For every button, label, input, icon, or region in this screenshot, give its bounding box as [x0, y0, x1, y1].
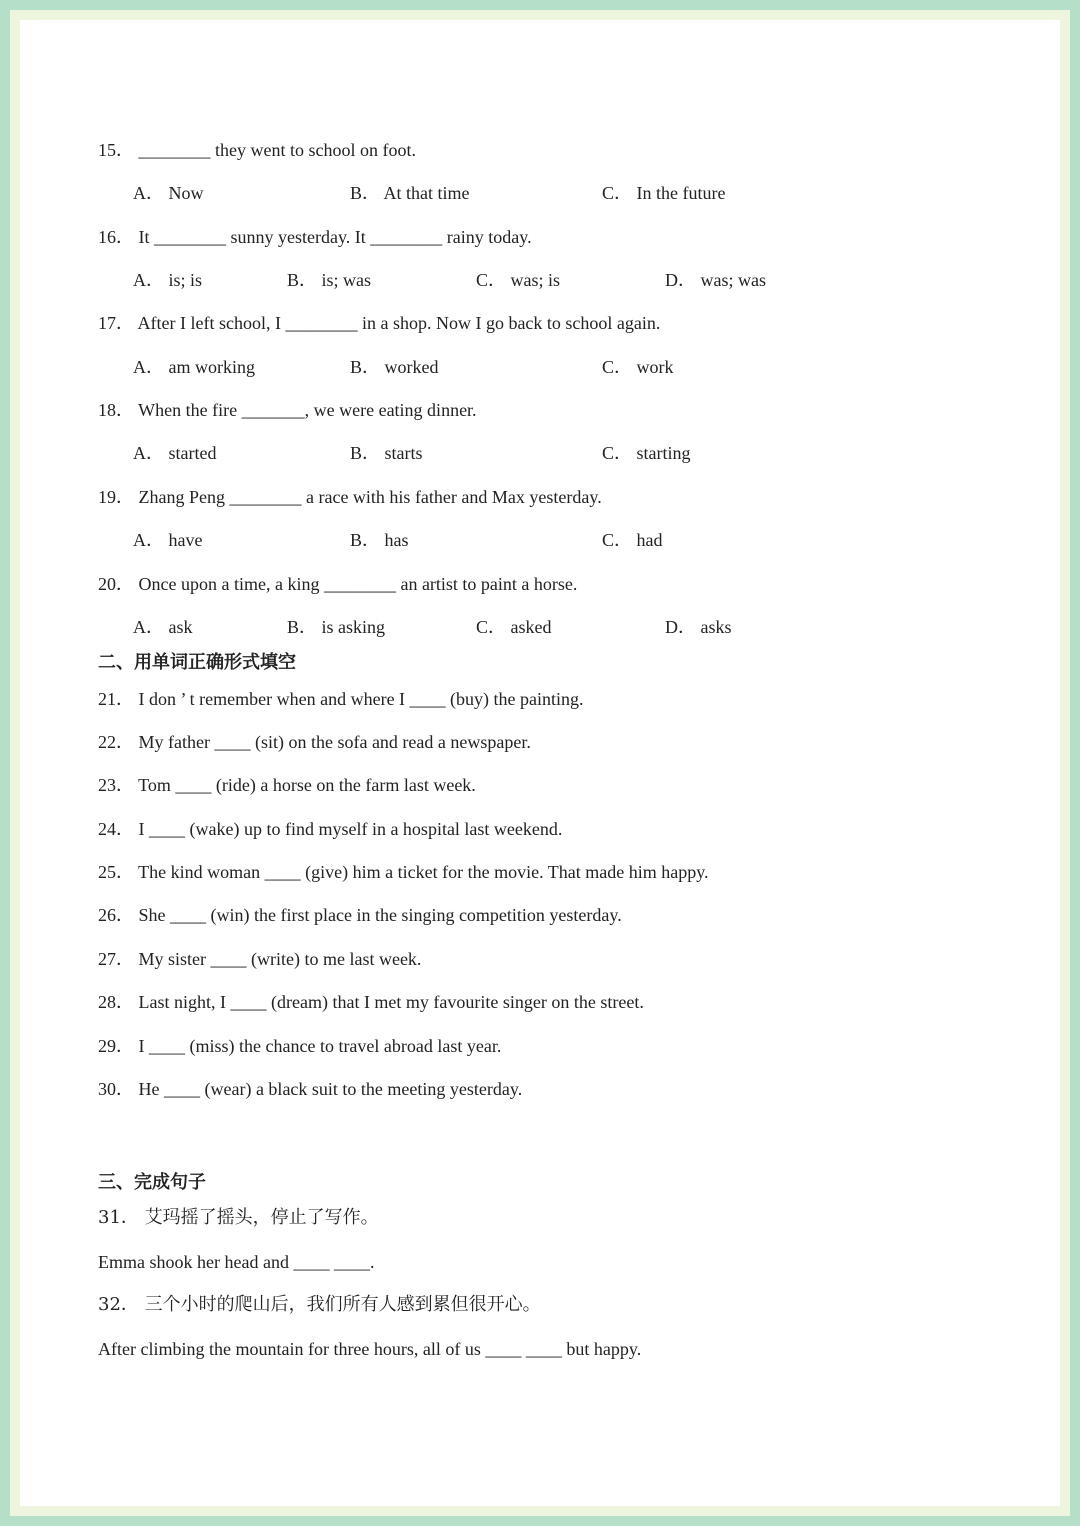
question-16: 16． It ________ sunny yesterday. It ________ rainy today.	[98, 227, 532, 247]
question-32-english: After climbing the mountain for three hours, all of us ____ ____ but happy.	[98, 1339, 642, 1359]
question-17: 17． After I left school, I ________ in a shop. Now I go back to school again.	[98, 313, 661, 333]
question-27: 27． My sister ____ (write) to me last week.	[98, 949, 422, 969]
q18-option-c: C． starting	[602, 443, 691, 463]
q16-option-c: C． was; is	[476, 270, 561, 290]
q19-option-c: C． had	[602, 530, 663, 550]
q20-option-b: B． is asking	[287, 617, 386, 637]
question-31-english: Emma shook her head and ____ ____.	[98, 1252, 375, 1272]
q17-option-c: C． work	[602, 357, 674, 377]
question-23: 23． Tom ____ (ride) a horse on the farm last week.	[98, 775, 476, 795]
question-32-chinese: 32． 三个小时的爬山后，我们所有人感到累但很开心。	[98, 1294, 541, 1315]
q17-option-b: B． worked	[350, 357, 439, 377]
question-28: 28． Last night, I ____ (dream) that I met my favourite singer on the street.	[98, 992, 644, 1012]
q15-option-c: C． In the future	[602, 183, 726, 203]
question-15: 15． ________ they went to school on foot.	[98, 140, 416, 160]
question-21: 21． I don ’ t remember when and where I ____ (buy) the painting.	[98, 689, 584, 709]
q16-option-d: D． was; was	[665, 270, 766, 290]
question-29: 29． I ____ (miss) the chance to travel abroad last year.	[98, 1036, 502, 1056]
q18-option-a: A． started	[133, 443, 217, 463]
question-20: 20． Once upon a time, a king ________ an artist to paint a horse.	[98, 574, 578, 594]
question-26: 26． She ____ (win) the first place in the singing competition yesterday.	[98, 905, 622, 925]
question-30: 30． He ____ (wear) a black suit to the meeting yesterday.	[98, 1079, 523, 1099]
q18-option-b: B． starts	[350, 443, 423, 463]
q20-option-a: A． ask	[133, 617, 193, 637]
question-31-chinese: 31． 艾玛摇了摇头，停止了写作。	[98, 1207, 379, 1228]
q16-option-a: A． is; is	[133, 270, 203, 290]
section-3-heading: 三、完成句子	[98, 1172, 206, 1193]
question-22: 22． My father ____ (sit) on the sofa and read a newspaper.	[98, 732, 531, 752]
question-24: 24． I ____ (wake) up to find myself in a hospital last weekend.	[98, 819, 563, 839]
q19-option-b: B． has	[350, 530, 409, 550]
question-18: 18． When the fire _______, we were eating dinner.	[98, 400, 477, 420]
q17-option-a: A． am working	[133, 357, 255, 377]
q20-option-d: D． asks	[665, 617, 732, 637]
q19-option-a: A． have	[133, 530, 203, 550]
q15-option-b: B． At that time	[350, 183, 470, 203]
q16-option-b: B． is; was	[287, 270, 372, 290]
q15-option-a: A． Now	[133, 183, 204, 203]
question-19: 19． Zhang Peng ________ a race with his father and Max yesterday.	[98, 487, 602, 507]
q20-option-c: C． asked	[476, 617, 552, 637]
section-2-heading: 二、用单词正确形式填空	[98, 652, 296, 673]
question-25: 25． The kind woman ____ (give) him a ticket for the movie. That made him happy.	[98, 862, 709, 882]
